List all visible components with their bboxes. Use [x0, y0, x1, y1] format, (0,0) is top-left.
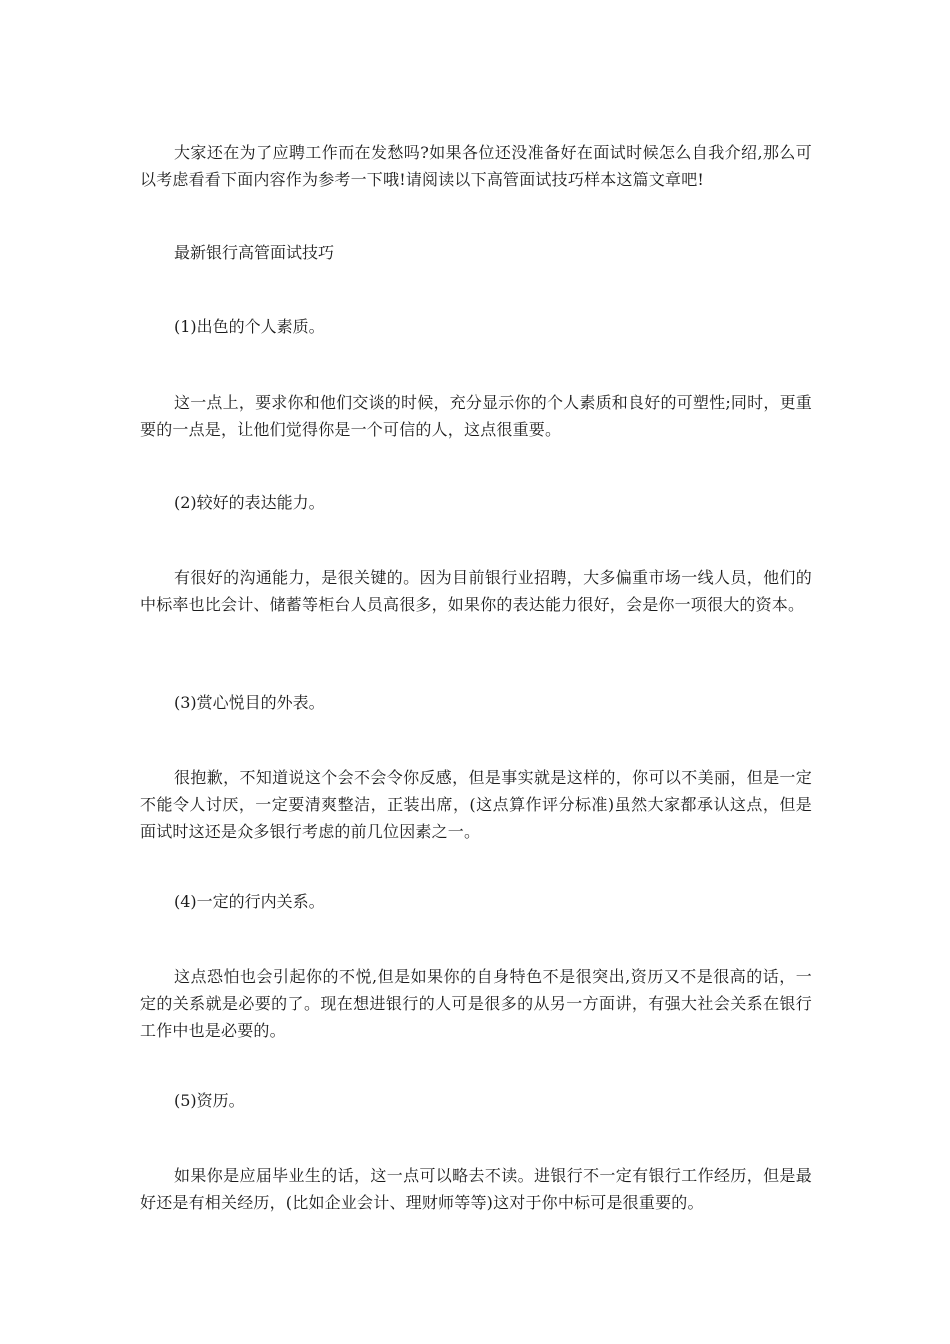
section-heading-1: (1)出色的个人素质。 [174, 317, 325, 336]
section-body-5: 如果你是应届毕业生的话，这一点可以略去不读。进银行不一定有银行工作经历，但是最好还是有相关经历，(比如企业会计、理财师等等)这对于你中标可是很重要的。 [140, 1166, 812, 1212]
intro-paragraph: 大家还在为了应聘工作而在发愁吗?如果各位还没准备好在面试时候怎么自我介绍,那么可以考虑看看下面内容作为参考一下哦!请阅读以下高管面试技巧样本这篇文章吧! [140, 143, 812, 189]
section-heading-4: (4)一定的行内关系。 [174, 892, 325, 911]
section-body-1: 这一点上，要求你和他们交谈的时候，充分显示你的个人素质和良好的可塑性;同时，更重要的一点是，让他们觉得你是一个可信的人，这点很重要。 [140, 393, 812, 439]
section-body-4: 这点恐怕也会引起你的不悦,但是如果你的自身特色不是很突出,资历又不是很高的话，一定的关系就是必要的了。现在想进银行的人可是很多的从另一方面讲，有强大社会关系在银行工作中也是必要的。 [140, 967, 812, 1040]
section-heading-2: (2)较好的表达能力。 [174, 493, 325, 512]
document-title: 最新银行高管面试技巧 [174, 243, 335, 262]
section-heading-5: (5)资历。 [174, 1091, 245, 1110]
section-body-3: 很抱歉，不知道说这个会不会令你反感，但是事实就是这样的，你可以不美丽，但是一定不能令人讨厌，一定要清爽整洁，正装出席，(这点算作评分标准)虽然大家都承认这点，但是面试时这还是众多银行考虑的前几位因素之一。 [140, 768, 812, 841]
section-body-2: 有很好的沟通能力，是很关键的。因为目前银行业招聘，大多偏重市场一线人员，他们的中标率也比会计、储蓄等柜台人员高很多，如果你的表达能力很好，会是你一项很大的资本。 [140, 568, 812, 614]
section-heading-3: (3)赏心悦目的外表。 [174, 693, 325, 712]
